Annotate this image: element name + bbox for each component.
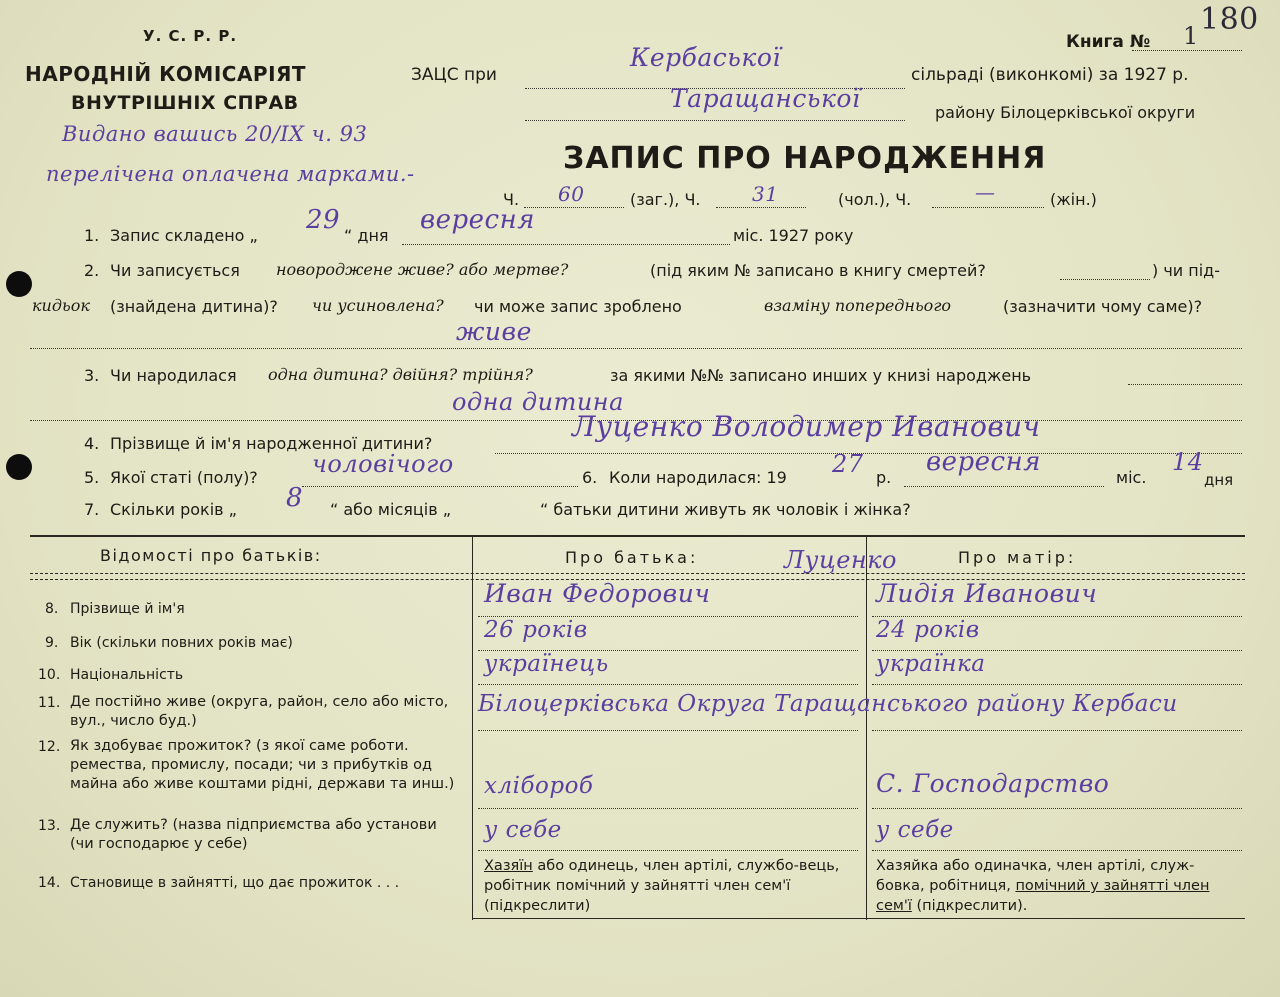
item2-answer-hand: живе [456,317,532,346]
item2-line2-d: чи може запис зроблено [474,297,682,316]
archive-number-hand: 180 [1200,2,1259,37]
row8-label: Прізвище й ім'я [70,601,185,617]
father-status-owner-underlined: Хазяїн [484,858,533,874]
item6-r: р. [876,468,892,487]
row11-dots-father [478,730,858,731]
row8-father-hand: Иван Федорович [484,579,711,608]
item5-dots [302,486,578,487]
issued-note-line1: Видано вашись 20/IX ч. 93 [62,122,368,146]
father-status-rest: або одинець, член артілі, службо-вець, робітник помічний у зайнятті член сем'ї (підкреслити) [484,858,840,914]
ch-label: Ч. [503,190,520,209]
commissariat-line1: НАРОДНІЙ КОМІСАРІЯТ [25,62,307,86]
item1-num: 1. [84,226,100,245]
table-col1-header: Відомості про батьків: [100,546,322,565]
female-dotted-line [932,207,1044,208]
item3-b: одна дитина? двійня? трійня? [268,365,533,384]
item6-year-hand: 27 [832,450,864,478]
item6-day-hand: 14 [1172,448,1204,476]
item4-dots [495,453,1242,454]
item6-label: Коли народилася: 19 [609,468,787,487]
row13-label: Де служить? (назва підприємства або установи (чи господарює у себе) [70,817,437,852]
item3-a: Чи народилася [110,366,237,385]
row10-dots-father [478,684,858,685]
item6-month-dots [904,486,1104,487]
mother-status-c: (підкреслити). [916,898,1028,914]
item1-mid2: міс. 1927 року [733,226,854,245]
item1-month-dots [402,244,730,245]
female-number-hand: — [975,180,996,204]
item4-answer-hand: Луценко Володимер Иванович [572,410,1041,443]
row11-label: Де постійно живе (округа, район, село або місто, вул., число буд.) [70,694,449,729]
issued-note-line2: перелічена оплачена марками.- [46,162,415,186]
item2-line1-b: новороджене живе? або мертве? [276,260,569,279]
row12-father-hand: хлібороб [484,773,594,799]
row12-mother-hand: С. Господарство [876,769,1110,798]
row11-num: 11. [38,695,61,711]
book-dotted-line [1132,50,1242,51]
row9-num: 9. [45,635,59,651]
district-label: району Білоцерківської округи [935,103,1196,122]
item1-month-hand: вересня [420,205,535,235]
father-status-options [484,856,862,916]
item7-a: Скільки років „ [110,500,237,519]
item5-num: 5. [84,468,100,487]
table-col2-header: Про батька: [565,548,699,567]
item5-label: Якої статі (полу)? [110,468,258,487]
zags-label: ЗАЦС при [411,65,497,85]
row10-dots-mother [872,684,1242,685]
row14-num: 14. [38,875,61,891]
row13-mother-hand: у себе [876,817,954,843]
mother-status-a: Хазяйка або одиначка, член артілі, служ-бовка, робітниця, [876,858,1195,894]
row12-dots-father [478,808,858,809]
row8-num: 8. [45,601,59,617]
mother-status-options [876,856,1242,916]
item7-num: 7. [84,500,100,519]
row12-label: Як здобуває прожиток? (з якої саме роботи. ремества, промислу, посади; чи з прибутків од майна або живе коштами рідні, держави та инш.) [70,738,455,792]
row12-dots-mother [872,808,1242,809]
row11-dots-mother [872,730,1242,731]
document-title: ЗАПИС ПРО НАРОДЖЕННЯ [563,141,1047,176]
mother-status-underlined: помічний у зайнятті член сем'ї [876,878,1210,914]
item2-death-dots [1060,279,1150,280]
item7-c: “ батьки дитини живуть як чоловік і жінка? [540,500,911,519]
punch-hole-bottom [6,454,32,480]
row13-dots-father [478,850,858,851]
row10-mother-hand: українка [876,651,986,677]
punch-hole-top [6,271,32,297]
total-label: (заг.), Ч. [630,190,701,209]
item6-dnya: дня [1204,471,1234,489]
row14-label: Становище в зайнятті, що дає прожиток . . . [70,875,400,891]
row10-father-hand: українець [484,651,609,677]
item1-prefix: Запис складено „ [110,226,258,245]
row13-dots-mother [872,850,1242,851]
item2-line2-a: кидьок [32,296,90,315]
male-label: (чол.), Ч. [838,190,912,209]
male-number-hand: 31 [752,182,779,206]
item6-num: 6. [582,468,598,487]
item3-answer-hand: одна дитина [452,388,624,416]
row10-label: Національність [70,667,184,683]
district-name-hand: Таращанської [670,84,861,113]
district-dotted-line [525,120,905,121]
item7-b: “ або місяців „ [330,500,451,519]
table-col-divider-2 [866,535,867,920]
row9-label: Вік (скільки повних років має) [70,635,293,651]
row10-num: 10. [38,667,61,683]
item1-mid1: “ дня [344,226,389,245]
total-number-hand: 60 [558,182,585,206]
item4-num: 4. [84,434,100,453]
row11-residence-hand: Білоцерківська Округа Таращанського району Кербаси [478,691,1178,717]
village-council-label: сільраді (виконкомі) за 1927 р. [911,65,1189,85]
table-bottom-rule [472,918,1245,919]
item2-line2-c: чи усиновлена? [312,296,444,315]
item4-label: Прізвище й ім'я народженної дитини? [110,434,433,453]
header-dash-1 [30,573,1245,574]
book-number-hand: 1 [1183,22,1199,50]
item2-line1-d: ) чи під- [1152,261,1221,280]
item2-num: 2. [84,261,100,280]
table-col3-header: Про матір: [958,548,1077,567]
item2-line2-e: взаміну попереднього [764,296,952,315]
item3-num: 3. [84,366,100,385]
row9-mother-hand: 24 років [876,617,980,643]
item2-line2-f: (зазначити чому саме)? [1003,297,1203,316]
row8-mother-hand: Лидія Иванович [876,579,1098,608]
row13-father-hand: у себе [484,817,562,843]
item7-years-hand: 8 [286,483,304,513]
book-label: Книга № [1066,32,1151,52]
item6-mis: міс. [1116,468,1147,487]
item2-line1-a: Чи записується [110,261,240,280]
item6-month-hand: вересня [926,447,1041,477]
row9-father-hand: 26 років [484,617,588,643]
table-col-divider-1 [472,535,473,920]
table-top-rule [30,535,1245,537]
row13-num: 13. [38,818,61,834]
item2-line2-b: (знайдена дитина)? [110,297,278,316]
commissariat-line2: ВНУТРІШНІХ СПРАВ [71,92,299,114]
village-name-hand: Кербаської [630,43,781,72]
item1-day-hand: 29 [306,205,341,235]
female-label: (жін.) [1050,190,1097,209]
item2-line1-c: (під яким № записано в книгу смертей? [650,261,986,280]
item3-dots-1 [1128,384,1242,385]
item2-answer-dots [30,348,1242,349]
row12-num: 12. [38,739,61,755]
father-surname-hand: Луценко [784,546,897,574]
ussr-label: У. С. Р. Р. [143,27,238,45]
item5-answer-hand: чоловічого [312,450,454,478]
item3-c: за якими №№ записано инших у книзі народжень [610,366,1032,385]
